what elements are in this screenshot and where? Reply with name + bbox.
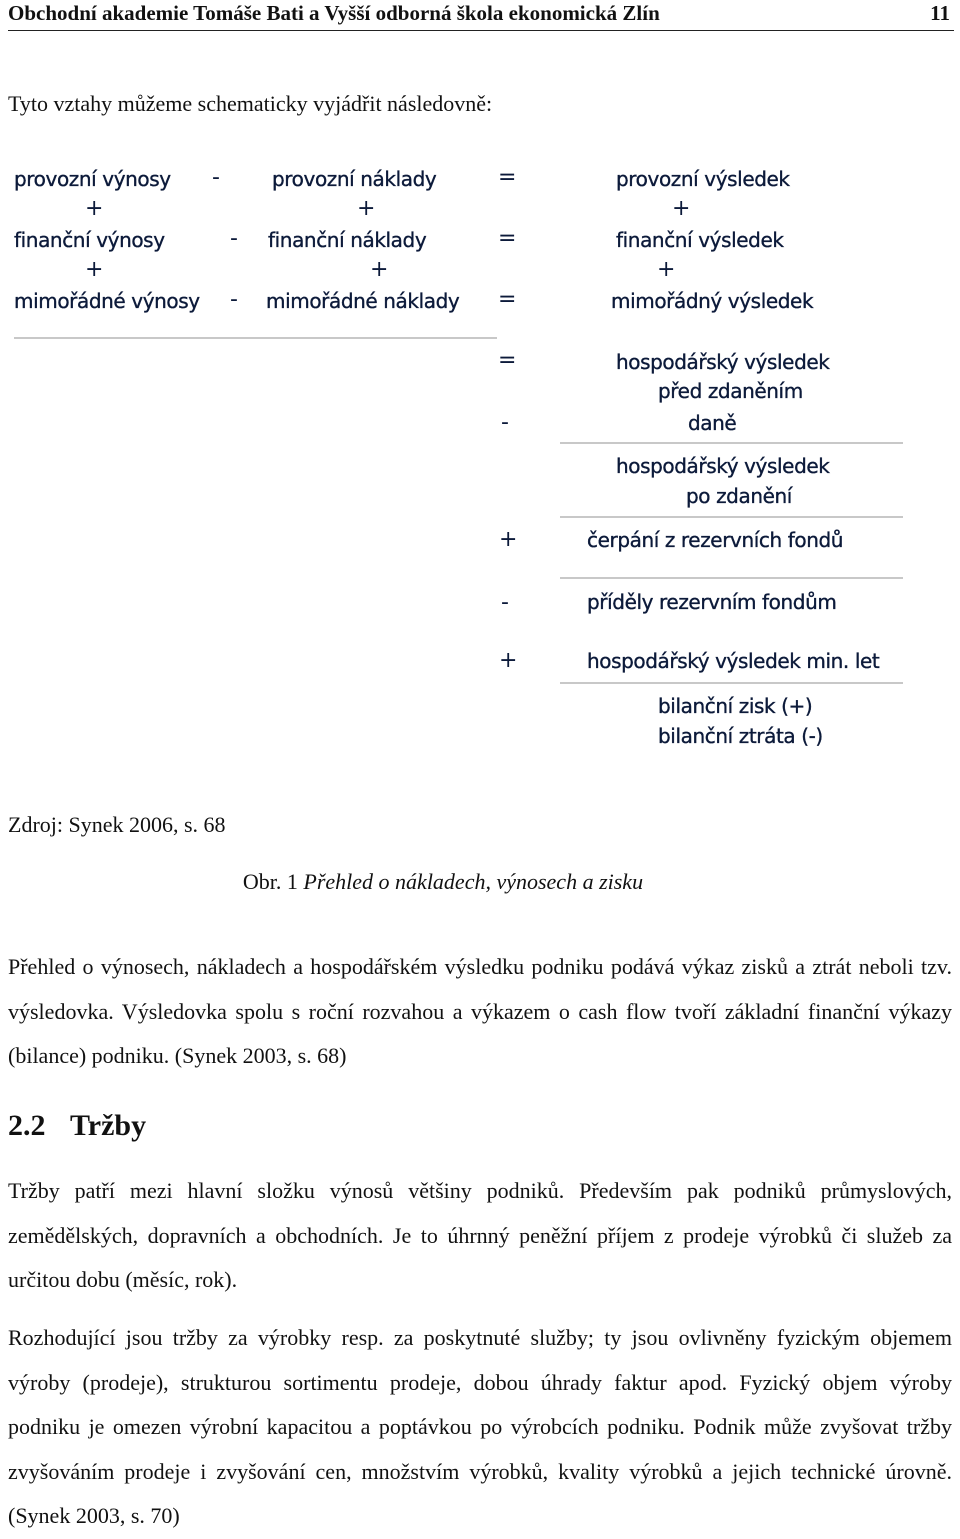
caption-label: Obr. 1	[242, 869, 298, 894]
paragraph-revenues-definition: Tržby patří mezi hlavní složku výnosů většiny podniků. Především pak podniků průmyslových, zemědělských, dopravních a obchodních. Je to úhrnný peněžní příjem z prodeje výrobků či služeb za určitou dobu (měsíc, rok).	[8, 1178, 952, 1292]
rule-after-net	[560, 516, 903, 518]
scheme-plus: +	[357, 196, 376, 221]
caption-title: Přehled o nákladech, výnosech a zisku	[303, 869, 644, 894]
scheme-financial-cost: finanční náklady	[268, 228, 427, 252]
scheme-balance-profit: bilanční zisk (+)	[658, 694, 813, 718]
scheme-operating-result: provozní výsledek	[616, 167, 790, 191]
scheme-extraordinary-revenue: mimořádné výnosy	[14, 289, 200, 313]
scheme-minus-reserve: -	[501, 590, 509, 615]
scheme-equals-3: =	[498, 287, 517, 312]
figure-source: Zdroj: Synek 2006, s. 68	[8, 812, 226, 837]
paragraph-revenue-factors: Rozhodující jsou tržby za výrobky resp. za poskytnuté služby; ty jsou ovlivněny fyzickým objemem výroby (prodeje), strukturou sortimentu prodeje, dobou úhrady faktur apod. Fyzický objem výroby podniku je omezen výrobní kapacitou a poptávkou po výrobcích podniku. Podnik může zvyšovat tržby zvyšováním prodeje i zvyšování cen, množstvím výrobků, kvality výrobků a jejich technické úrovně. (Synek 2003, s. 70)	[8, 1325, 952, 1528]
rule-after-reserve-draw	[560, 577, 903, 579]
scheme-operating-cost: provozní náklady	[272, 167, 437, 191]
scheme-prior-years-result: hospodářský výsledek min. let	[587, 649, 880, 673]
scheme-minus-3: -	[230, 287, 238, 312]
intro-text: Tyto vztahy můžeme schematicky vyjádřit následovně:	[8, 91, 493, 116]
scheme-pretax-line2: před zdaněním	[658, 379, 803, 403]
scheme-extraordinary-result: mimořádný výsledek	[611, 289, 814, 313]
scheme-plus-reserve: +	[499, 527, 518, 552]
rule-after-taxes	[560, 442, 903, 444]
sum-rule-left	[14, 337, 497, 339]
scheme-operating-revenue: provozní výnosy	[14, 167, 171, 191]
scheme-plus: +	[85, 257, 104, 282]
section-title: Tržby	[70, 1109, 147, 1142]
scheme-extraordinary-cost: mimořádné náklady	[266, 289, 460, 313]
scheme-financial-revenue: finanční výnosy	[14, 228, 165, 252]
scheme-reserve-allocation: příděly rezervním fondům	[587, 590, 837, 614]
scheme-aftertax-line1: hospodářský výsledek	[616, 454, 830, 478]
scheme-financial-result: finanční výsledek	[616, 228, 784, 252]
scheme-plus: +	[657, 257, 676, 282]
header-school-name: Obchodní akademie Tomáše Bati a Vyšší odborná škola ekonomická Zlín	[8, 1, 660, 25]
scheme-reserve-draw: čerpání z rezervních fondů	[587, 528, 844, 552]
paragraph-income-statement: Přehled o výnosech, nákladech a hospodářském výsledku podniku podává výkaz zisků a ztrát neboli tzv. výsledovka. Výsledovka spolu s roční rozvahou a výkazem o cash flow tvoří základní finanční výkazy (bilance) podniku. (Synek 2003, s. 68)	[8, 954, 952, 1068]
scheme-minus-1: -	[212, 165, 220, 190]
scheme-taxes: daně	[688, 411, 737, 435]
scheme-equals-pretax: =	[498, 348, 517, 373]
rule-final	[560, 682, 903, 684]
page-number: 11	[930, 1, 950, 25]
scheme-minus-2: -	[230, 226, 238, 251]
scheme-equals-1: =	[498, 165, 517, 190]
section-heading	[8, 1109, 146, 1143]
section-number: 2.2	[8, 1109, 46, 1142]
scheme-minus-taxes: -	[501, 410, 509, 435]
scheme-balance-loss: bilanční ztráta (-)	[658, 724, 823, 748]
scheme-pretax-line1: hospodářský výsledek	[616, 350, 830, 374]
scheme-plus: +	[672, 196, 691, 221]
scheme-plus: +	[85, 196, 104, 221]
scheme-plus-prior: +	[499, 648, 518, 673]
figure-caption	[0, 869, 886, 895]
scheme-aftertax-line2: po zdanění	[686, 484, 792, 508]
scheme-plus: +	[370, 257, 389, 282]
scheme-equals-2: =	[498, 226, 517, 251]
